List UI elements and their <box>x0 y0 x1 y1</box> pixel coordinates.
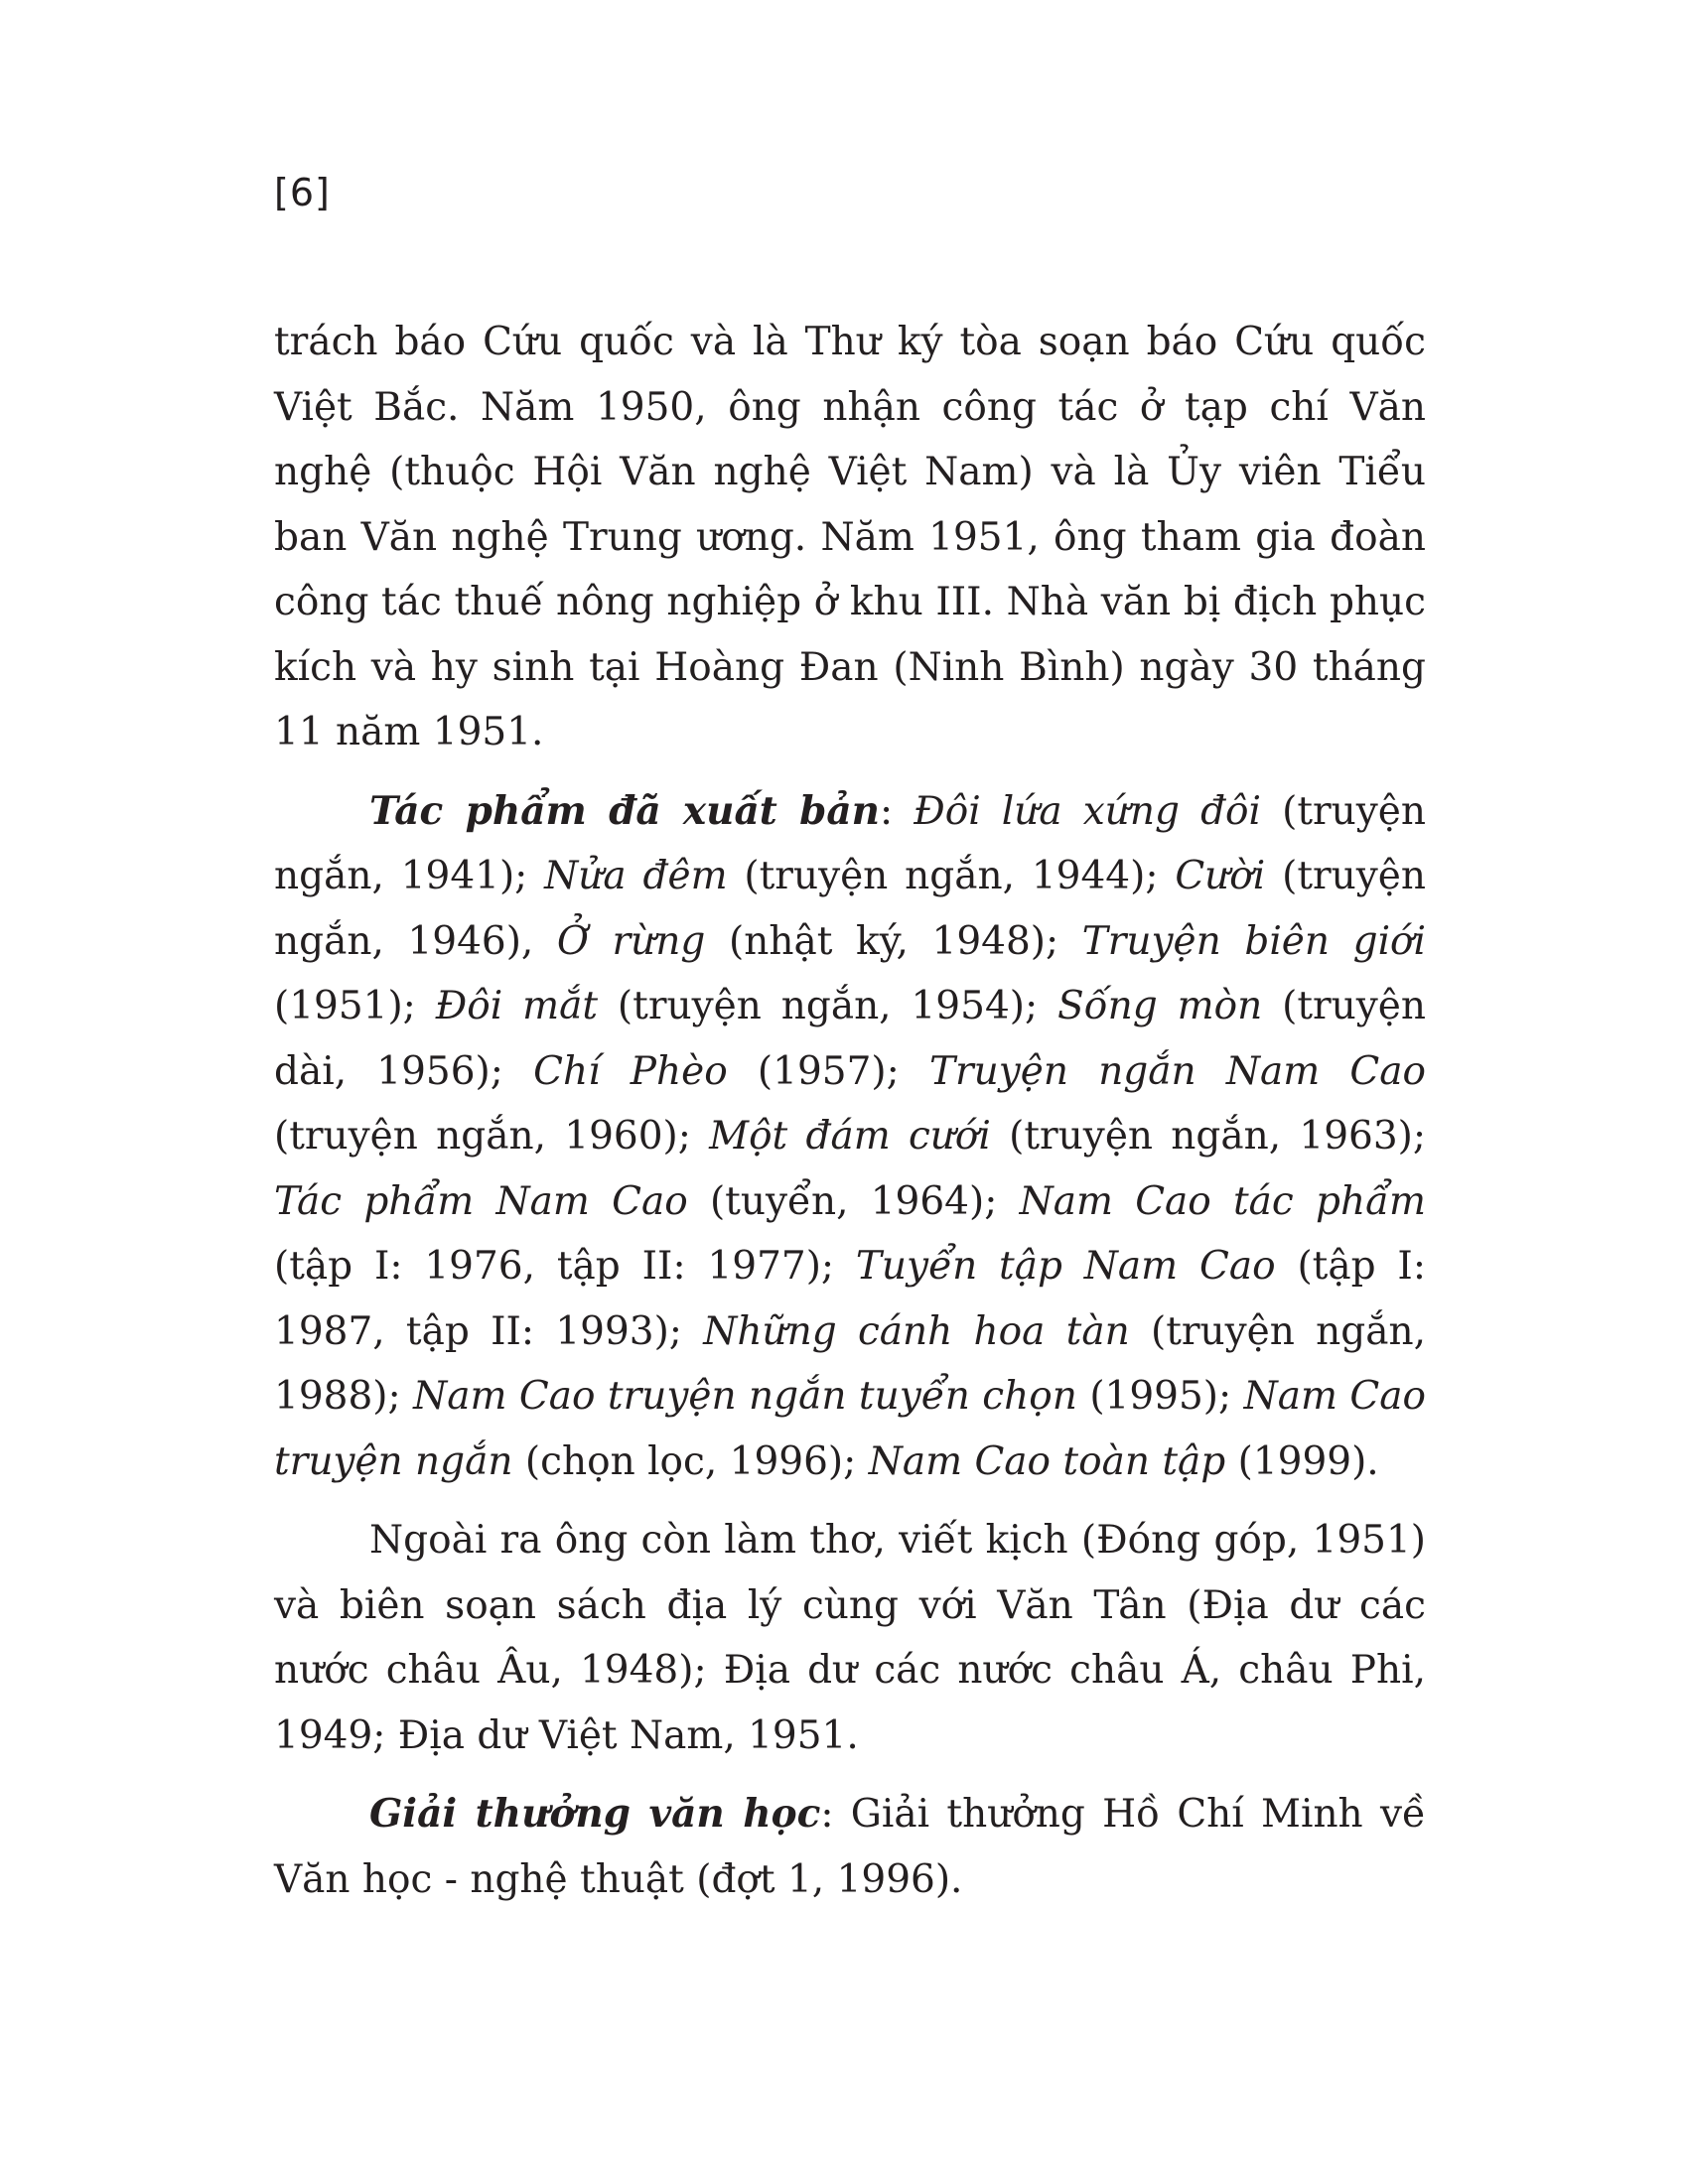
text-segment: (tập I: 1976, tập II: 1977); <box>274 1244 856 1289</box>
text-segment: (truyện ngắn, 1988); <box>274 1308 1427 1419</box>
work-title: Nam Cao toàn tập <box>868 1438 1226 1484</box>
text-segment: (tập I: 1987, tập II: 1993); <box>274 1244 1426 1354</box>
text-segment: (truyện ngắn, 1944); <box>727 854 1176 898</box>
work-title: Truyện ngắn Nam Cao <box>928 1048 1427 1094</box>
work-title: Một đám cưới <box>709 1114 991 1159</box>
work-title: Chí Phèo <box>533 1048 728 1094</box>
work-title: Nam Cao truyện ngắn <box>274 1374 1426 1484</box>
paragraph-biography: trách báo Cứu quốc và là Thư ký tòa soạn báo Cứu quốc Việt Bắc. Năm 1950, ông nhận công tác ở tạp chí Văn nghệ (thuộc Hội Văn nghệ Việt Nam) và là Ủy viên Tiểu ban Văn nghệ Trung ương. Năm 1951, ông tham gia đoàn công tác thuế nông nghiệp ở khu III. Nhà văn bị địch phục kích và hy sinh tại Hoàng Đan (Ninh Bình) ngày 30 tháng 11 năm 1951. <box>274 320 1426 754</box>
text-segment: (1995); <box>1076 1374 1244 1419</box>
work-title: Tác phẩm Nam Cao <box>274 1178 688 1224</box>
text-segment: (truyện ngắn, 1946), <box>274 854 1427 964</box>
work-title: Đôi lứa xứng đôi <box>914 788 1261 834</box>
paragraph-other-works: Ngoài ra ông còn làm thơ, viết kịch (Đóng góp, 1951) và biên soạn sách địa lý cùng với Văn Tân (Địa dư các nước châu Âu, 1948); Địa dư các nước châu Á, châu Phi, 1949; Địa dư Việt Nam, 1951. <box>274 1518 1426 1758</box>
work-title: Nửa đêm <box>544 854 728 898</box>
text-segment: (truyện ngắn, 1954); <box>598 984 1058 1028</box>
text-segment: (truyện ngắn, 1941); <box>274 788 1426 898</box>
paragraph-literary-award <box>274 1782 1426 1912</box>
work-title: Những cánh hoa tàn <box>703 1308 1130 1354</box>
paragraph-published-works <box>274 779 1426 1495</box>
text-segment: (1951); <box>274 984 436 1028</box>
work-title: Truyện biên giới <box>1081 918 1427 964</box>
text-segment: (chọn lọc, 1996); <box>512 1438 869 1484</box>
text-segment: (truyện ngắn, 1960); <box>274 1114 710 1159</box>
text-segment: : Giải thưởng Hồ Chí Minh về Văn học - nghệ thuật (đợt 1, 1996). <box>274 1792 1426 1902</box>
text-segment: (nhật ký, 1948); <box>705 918 1082 964</box>
work-title: Nam Cao tác phẩm <box>1019 1178 1426 1224</box>
heading-literary-award: Giải thưởng văn học <box>369 1791 821 1837</box>
work-title: Ở rừng <box>556 918 706 964</box>
page-body <box>274 310 1426 1912</box>
work-title: Tuyển tập Nam Cao <box>855 1244 1276 1289</box>
work-title: Nam Cao truyện ngắn tuyển chọn <box>413 1374 1077 1419</box>
page-number: [6] <box>274 171 331 214</box>
text-segment: (truyện ngắn, 1963); <box>990 1114 1427 1159</box>
work-title: Sống mòn <box>1057 984 1263 1028</box>
heading-published-works: Tác phẩm đã xuất bản <box>369 787 880 834</box>
text-segment: (1999). <box>1225 1438 1379 1484</box>
text-segment: (tuyển, 1964); <box>687 1178 1020 1224</box>
work-title: Đôi mắt <box>435 984 599 1028</box>
work-title: Cười <box>1175 854 1266 898</box>
text-segment: (1957); <box>727 1048 929 1094</box>
text-segment: : <box>879 788 914 834</box>
text-segment: (truyện dài, 1956); <box>274 984 1427 1094</box>
